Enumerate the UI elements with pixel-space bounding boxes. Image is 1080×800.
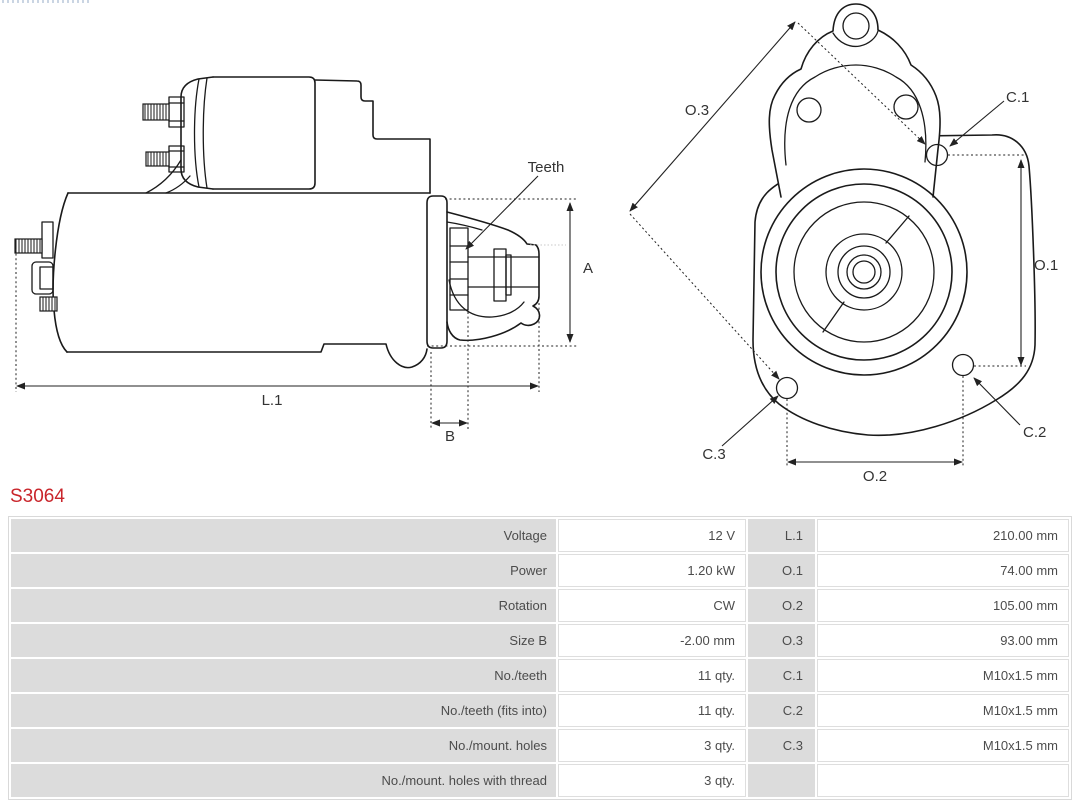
solenoid-cylinder (213, 77, 315, 189)
dim-o2-label: O.2 (862, 468, 888, 485)
cell-key: O.2 (748, 589, 815, 622)
table-row (11, 519, 1069, 552)
cell-key-value: 93.00 mm (817, 624, 1069, 657)
c1-leader (950, 101, 1004, 146)
c3-label: C.3 (702, 446, 726, 463)
cell-key: O.3 (748, 624, 815, 657)
cell-key-value (817, 764, 1069, 797)
cell-key-value: 105.00 mm (817, 589, 1069, 622)
cell-label: No./teeth (fits into) (11, 694, 556, 727)
lower-stud-thread (40, 297, 57, 311)
cell-key-value: 74.00 mm (817, 554, 1069, 587)
cell-value: 1.20 kW (558, 554, 746, 587)
shaft-bore-outer (847, 255, 881, 289)
cell-key-value: M10x1.5 mm (817, 694, 1069, 727)
cell-value: 12 V (558, 519, 746, 552)
cell-key-value: M10x1.5 mm (817, 659, 1069, 692)
cell-value: -2.00 mm (558, 624, 746, 657)
part-number: S3064 (10, 486, 65, 507)
solenoid-bracket-step (315, 80, 430, 193)
spec-table (8, 516, 1072, 800)
c2-label: C.2 (1023, 424, 1047, 441)
cell-value: 11 qty. (558, 659, 746, 692)
terminal-plate (42, 222, 53, 258)
c3-leader (722, 396, 778, 446)
body-circle-2 (776, 184, 952, 360)
front-view-drawing (630, 4, 1058, 485)
shaft-bore-inner (853, 261, 875, 283)
cell-key: O.1 (748, 554, 815, 587)
cell-label: Rotation (11, 589, 556, 622)
spec-table-body (11, 519, 1069, 797)
top-bracket-fill (769, 4, 940, 197)
cell-label: Voltage (11, 519, 556, 552)
cell-value: 3 qty. (558, 729, 746, 762)
dim-b-label: B (444, 428, 456, 445)
cell-key: C.1 (748, 659, 815, 692)
solenoid-stud1-thread (143, 104, 169, 120)
dim-a-label: A (583, 260, 594, 277)
spoke-upper (886, 216, 909, 243)
spoke-lower (823, 302, 844, 332)
shaft-spacer-inner (506, 255, 511, 295)
dim-o3-construction-c3 (630, 214, 779, 379)
cell-label: Size B (11, 624, 556, 657)
hub-circle-2 (838, 246, 890, 298)
cell-key-value: 210.00 mm (817, 519, 1069, 552)
cell-key-value: M10x1.5 mm (817, 729, 1069, 762)
body-bottom (67, 344, 427, 368)
terminal-stud-thread (15, 239, 42, 253)
cell-label: No./teeth (11, 659, 556, 692)
body-circle-3 (794, 202, 934, 342)
cell-label: Power (11, 554, 556, 587)
solenoid-cap-seam2 (203, 78, 207, 188)
table-row (11, 659, 1069, 692)
cell-value: CW (558, 589, 746, 622)
teeth-label: Teeth (527, 159, 565, 176)
dim-o1-label: O.1 (1034, 257, 1059, 274)
cell-value: 11 qty. (558, 694, 746, 727)
dim-o3-label: O.3 (684, 102, 710, 119)
table-row (11, 554, 1069, 587)
cell-key (748, 764, 815, 797)
pinion-teeth-block (450, 228, 468, 310)
terminal-nut-inner (40, 267, 53, 289)
table-row (11, 764, 1069, 797)
side-view-drawing (15, 77, 593, 445)
table-row (11, 729, 1069, 762)
table-row (11, 624, 1069, 657)
drive-flange (427, 196, 447, 348)
mount-hole-c2 (953, 355, 974, 376)
table-row (11, 694, 1069, 727)
solenoid-cap-seam1 (195, 79, 200, 187)
cell-value: 3 qty. (558, 764, 746, 797)
cell-label: No./mount. holes (11, 729, 556, 762)
cell-key: L.1 (748, 519, 815, 552)
solenoid-foot-inner (166, 176, 190, 193)
cell-key: C.3 (748, 729, 815, 762)
drive-housing-upper-line (447, 222, 482, 230)
cell-label: No./mount. holes with thread (11, 764, 556, 797)
solenoid-stud2-thread (146, 152, 169, 166)
c2-leader (974, 378, 1020, 425)
drive-housing (447, 212, 540, 340)
teeth-leader-line (466, 176, 538, 249)
mount-hole-c3 (777, 378, 798, 399)
cell-key: C.2 (748, 694, 815, 727)
dim-l1-label: L.1 (261, 392, 283, 409)
body-circle-outer (761, 169, 967, 375)
body-left-curve (53, 193, 68, 352)
c1-label: C.1 (1006, 89, 1030, 106)
table-row (11, 589, 1069, 622)
drive-housing-inner (449, 280, 524, 317)
